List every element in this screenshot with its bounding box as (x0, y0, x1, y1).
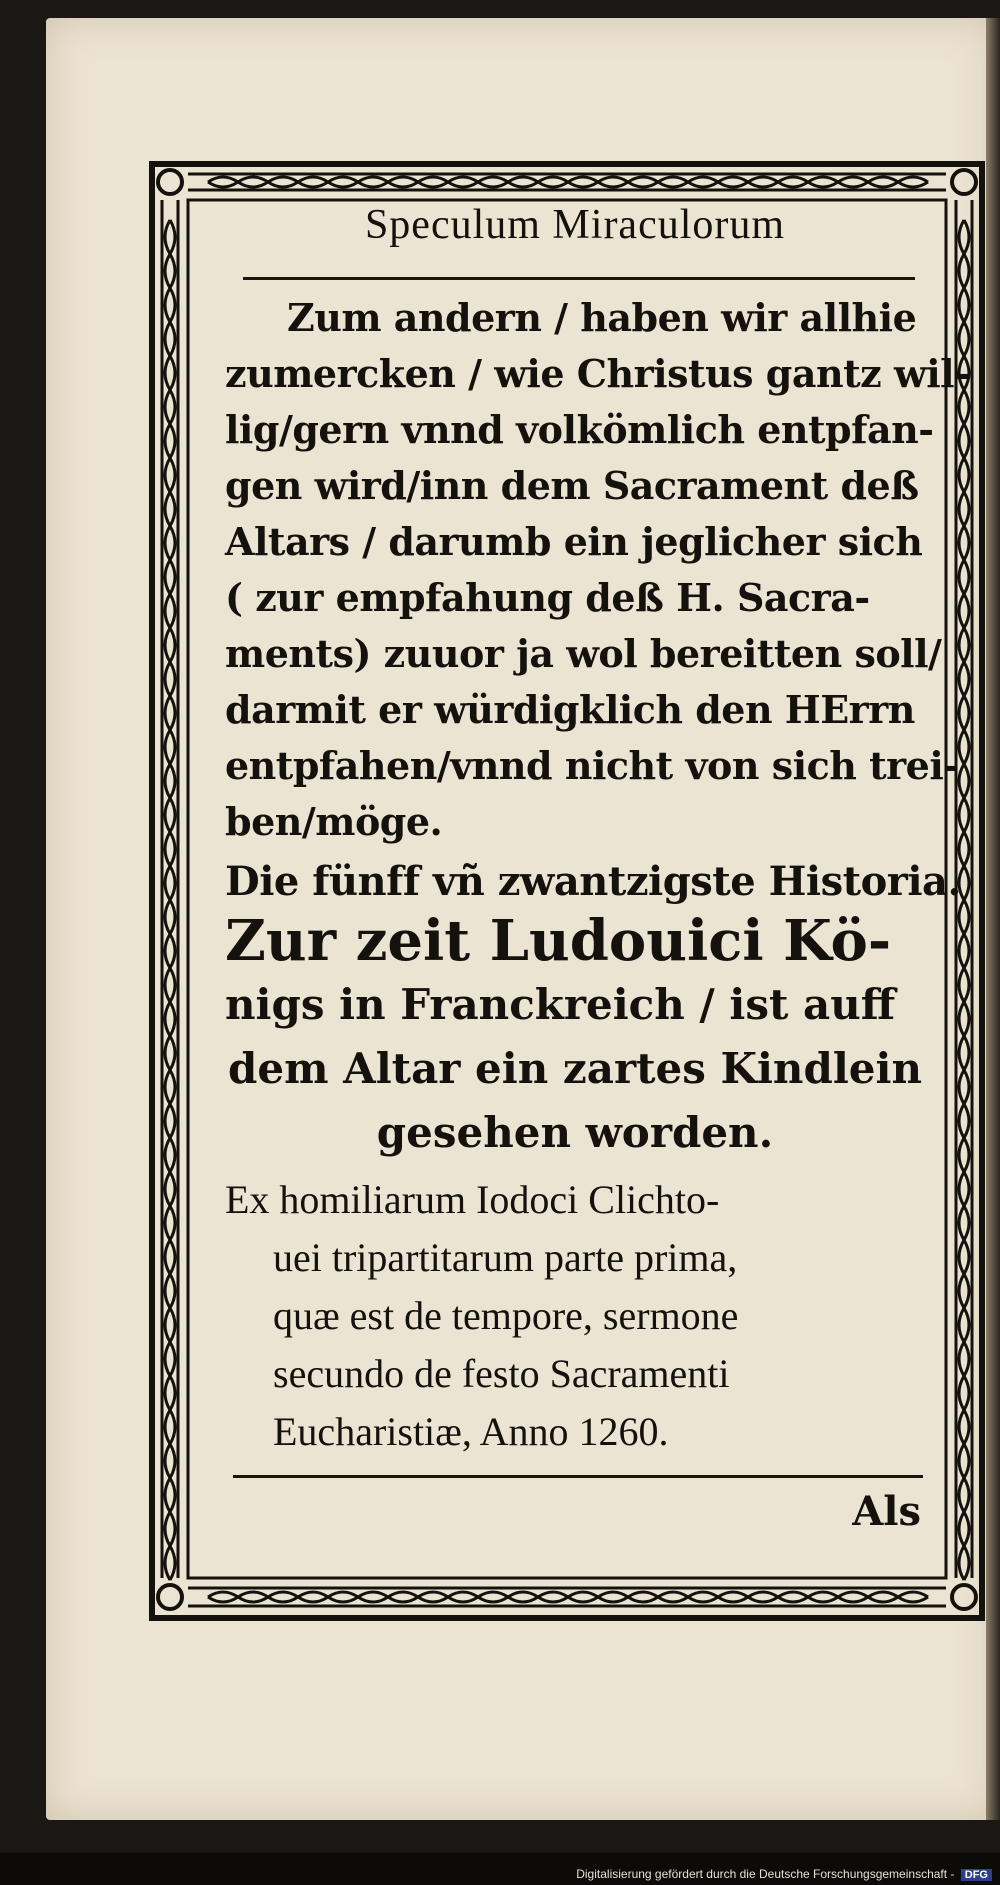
paragraph-line: entpfahen/vnnd nicht von sich trei- (225, 743, 959, 788)
page-text (225, 195, 970, 1535)
story-title (225, 909, 925, 1165)
paragraph-line: Zum andern / haben wir allhie (287, 295, 917, 340)
paragraph-line: lig/gern vnnd volkömlich entpfan- (225, 407, 934, 452)
digitization-credit (576, 1867, 992, 1881)
title-line: nigs in Franckreich / ist auff (225, 980, 896, 1029)
paragraph-line: zumercken / wie Christus gantz wil- (225, 351, 970, 396)
paragraph-line: Altars / darumb ein jeglicher sich (225, 519, 923, 564)
paragraph-line: ( zur empfahung deß H. Sacra- (225, 575, 870, 620)
source-line: quæ est de tempore, sermone (273, 1293, 739, 1338)
title-line: dem Altar ein zartes Kindlein (227, 1044, 922, 1093)
source-line: secundo de festo Sacramenti (273, 1351, 730, 1396)
chapter-heading: Die fünff vñ zwantzigste Historia. (225, 858, 961, 905)
running-head: Speculum Miraculorum (364, 202, 786, 248)
dfg-logo: DFG (961, 1869, 992, 1881)
paragraph-line: gen wird/inn dem Sacrament deß (225, 463, 919, 508)
paragraph-line: darmit er würdigklich den HErrn (225, 687, 915, 732)
catchword: Als (852, 1488, 921, 1535)
page-edge-shadow (986, 18, 1000, 1820)
head-rule (243, 277, 915, 280)
source-line: Eucharistiæ, Anno 1260. (273, 1409, 669, 1454)
foot-rule (233, 1475, 923, 1478)
source-citation (225, 1171, 925, 1461)
source-line: Ex homiliarum Iodoci Clichto- (225, 1177, 720, 1222)
body-paragraph (225, 290, 970, 850)
source-line: uei tripartitarum parte prima, (273, 1235, 738, 1280)
paragraph-line: ben/möge. (225, 799, 443, 844)
credit-text: Digitalisierung gefördert durch die Deutsche Forschungsgemeinschaft - (576, 1867, 955, 1881)
title-line: Zur zeit Ludouici Kö- (225, 908, 892, 974)
title-line: gesehen worden. (376, 1108, 774, 1157)
paragraph-line: ments) zuuor ja wol bereitten soll/ (225, 631, 942, 676)
